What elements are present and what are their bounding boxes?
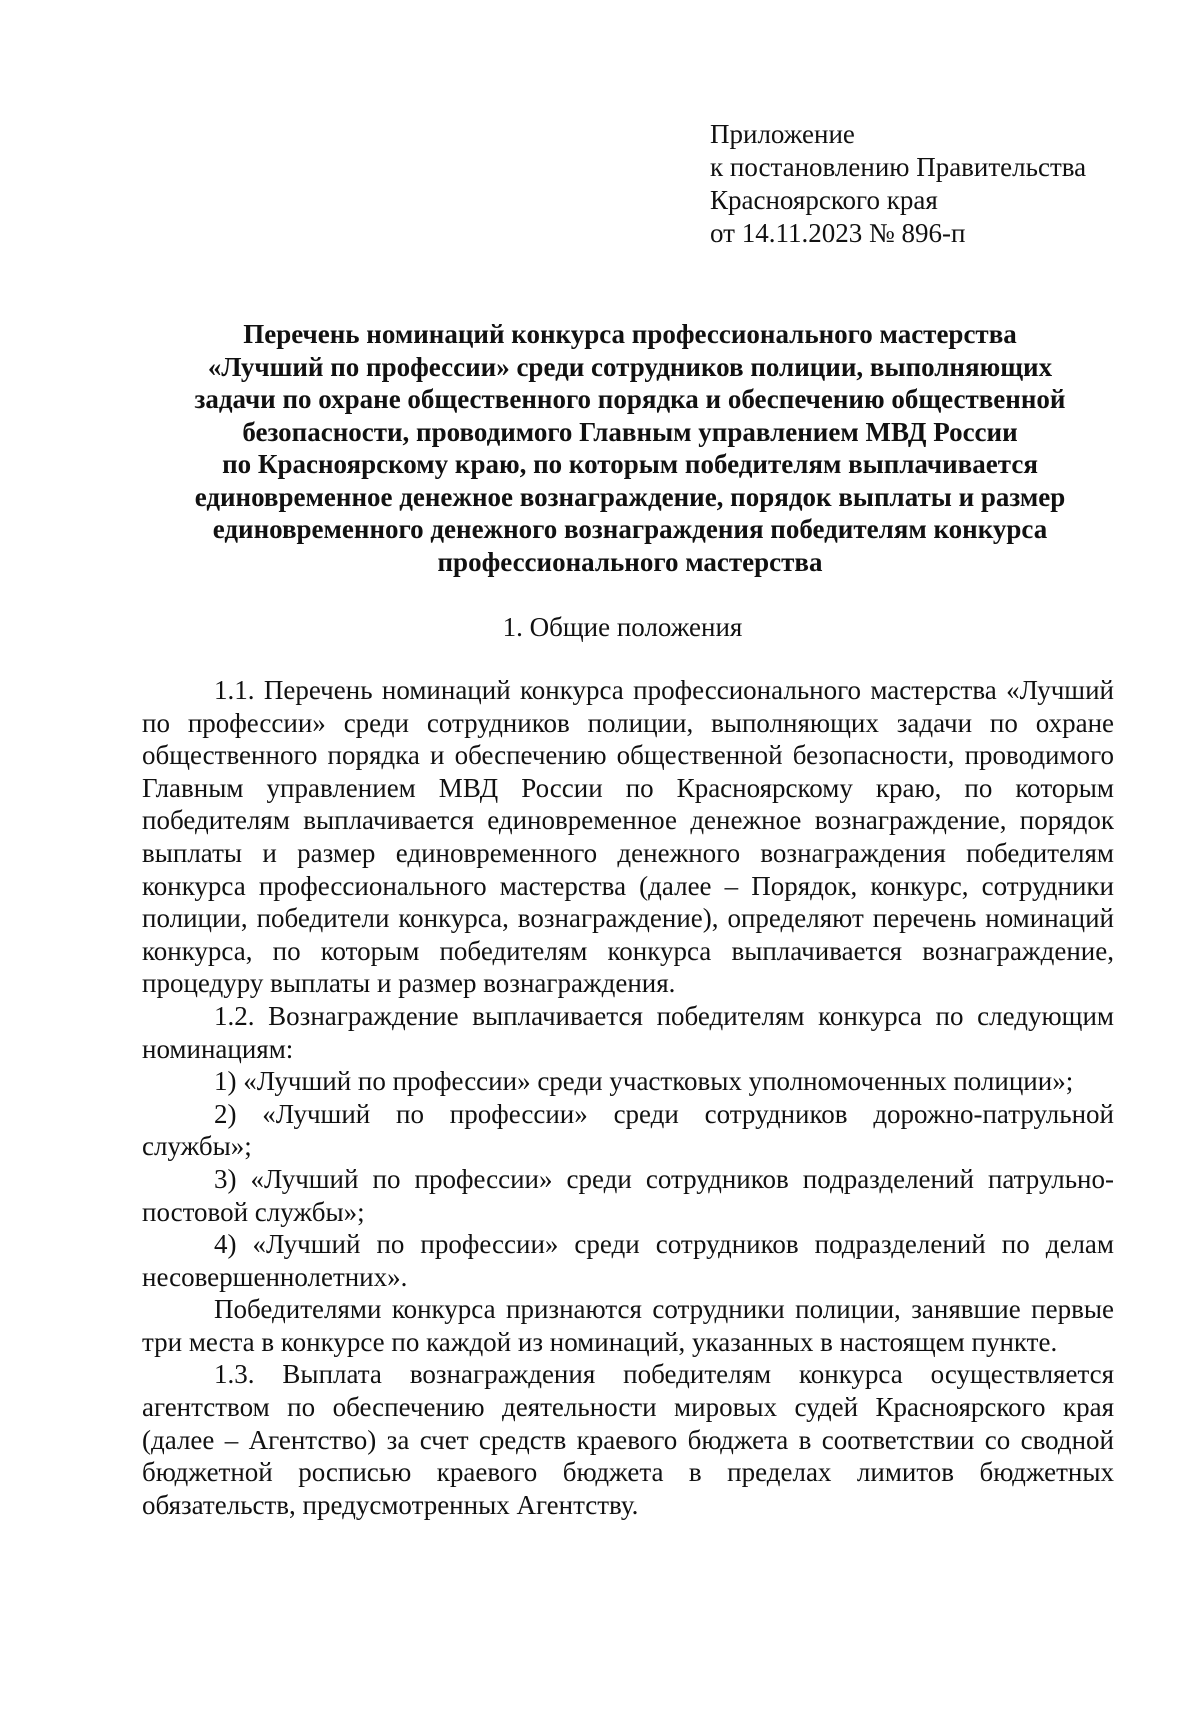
title-line: «Лучший по профессии» среди сотрудников полиции, выполняющих xyxy=(207,351,1053,382)
paragraph-winners: Победителями конкурса признаются сотрудники полиции, занявшие первые три места в конкурсе по каждой из номинаций, указанных в настоящем пункте. xyxy=(142,1294,1114,1357)
appendix-line: Приложение xyxy=(710,119,855,149)
document-title xyxy=(150,318,1110,578)
title-line: безопасности, проводимого Главным управлением МВД России xyxy=(242,416,1018,447)
title-line: единовременное денежное вознаграждение, порядок выплаты и размер xyxy=(194,481,1066,512)
appendix-block xyxy=(710,118,1086,250)
title-line: по Красноярскому краю, по которым победителям выплачивается xyxy=(222,449,1038,479)
paragraph-1-1: 1.1. Перечень номинаций конкурса профессионального мастерства «Лучший по профессии» среди сотрудников полиции, выполняющих задачи по охране общественного порядка и обеспечению общественной безопасности, проводимого Главным управлением МВД России по Красноярскому краю, по которым победителям выплачивается единовременное денежное вознаграждение, порядок выплаты и размер единовременного денежного вознаграждения победителям конкурса профессионального мастерства (далее – Порядок, конкурс, сотрудники полиции, победители конкурса, вознаграждение), определяют перечень номинаций конкурса, по которым победителям конкурса выплачивается вознаграждение, процедуру выплаты и размер вознаграждения. xyxy=(142,675,1114,999)
appendix-line: Красноярского края xyxy=(710,185,938,215)
list-item-nomination-3: 3) «Лучший по профессии» среди сотрудников подразделений патрульно-постовой службы»; xyxy=(142,1163,1114,1227)
title-line: профессионального мастерства xyxy=(437,546,823,577)
document-body xyxy=(142,674,1114,1521)
title-line: задачи по охране общественного порядка и обеспечению общественной xyxy=(194,384,1066,414)
list-item-nomination-4: 4) «Лучший по профессии» среди сотрудников подразделений по делам несовершеннолетних». xyxy=(142,1229,1114,1292)
paragraph-1-2: 1.2. Вознаграждение выплачивается победителям конкурса по следующим номинациям: xyxy=(142,1000,1114,1064)
section-heading: 1. Общие положения xyxy=(502,612,743,642)
list-item-nomination-2: 2) «Лучший по профессии» среди сотрудников дорожно-патрульной службы»; xyxy=(142,1098,1114,1162)
appendix-date-number: от 14.11.2023 № 896-п xyxy=(710,218,966,248)
list-item-nomination-1: 1) «Лучший по профессии» среди участковых уполномоченных полиции»; xyxy=(214,1066,1074,1097)
title-line: Перечень номинаций конкурса профессионального мастерства xyxy=(243,319,1017,349)
title-line: единовременного денежного вознаграждения победителям конкурса xyxy=(212,514,1048,544)
appendix-line: к постановлению Правительства xyxy=(710,152,1087,182)
paragraph-1-3: 1.3. Выплата вознаграждения победителям конкурса осуществляется агентством по обеспечению деятельности мировых судей Красноярского края (далее – Агентство) за счет средств краевого бюджета в соответствии со сводной бюджетной росписью краевого бюджета в пределах лимитов бюджетных обязательств, предусмотренных Агентству. xyxy=(142,1359,1114,1520)
